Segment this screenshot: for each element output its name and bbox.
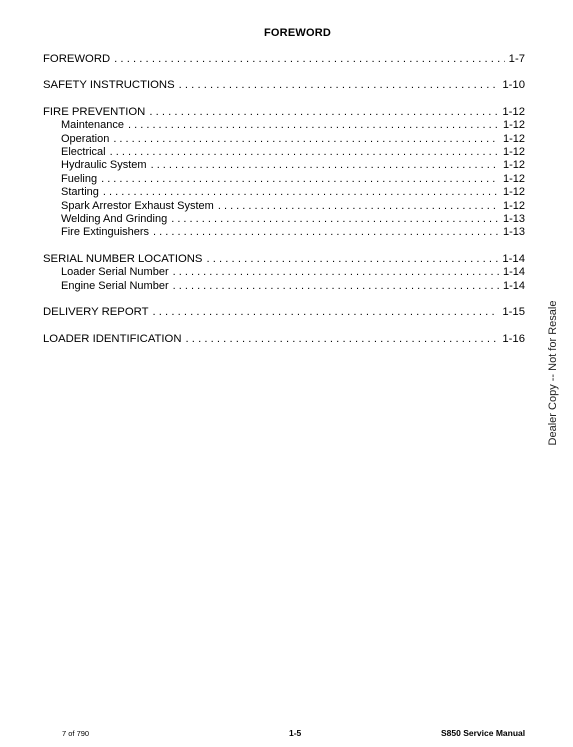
dot-leader [173,266,499,279]
dot-leader [113,133,499,146]
toc-entry-label: Fire Extinguishers [61,226,150,239]
toc-subentry[interactable] [43,280,525,293]
page-number: 1-5 [289,728,302,738]
dot-leader [128,119,499,132]
dot-leader [218,200,499,213]
toc-entry-page: 1-13 [502,213,525,226]
toc-entry-label: Engine Serial Number [61,279,169,292]
toc-entry-label: Fueling [61,172,98,185]
toc-entry[interactable] [43,333,525,346]
toc-section [43,106,525,240]
toc-entry-label: Starting [61,186,99,199]
toc-entry-label: Loader Serial Number [61,266,169,279]
toc-entry-label: Welding And Grinding [61,213,168,226]
toc-entry-label: Hydraulic System [61,159,147,172]
toc-subentry[interactable] [43,213,525,226]
toc-entry-page: 1-14 [502,279,525,292]
pdf-page-counter: 7 of 790 [62,729,90,738]
toc-entry-page: 1-16 [502,332,525,345]
dot-leader [153,226,499,239]
toc-entry-label: Maintenance [61,119,124,132]
toc-section [43,79,525,92]
toc-entry-page: 1-12 [502,186,525,199]
toc-subentry[interactable] [43,186,525,199]
manual-title: S850 Service Manual [441,728,526,738]
dot-leader [101,173,499,186]
toc-entry-label: Electrical [61,146,106,159]
toc-entry-page: 1-12 [502,132,525,145]
dot-leader [103,186,499,199]
dot-leader [151,159,499,172]
toc-subentry[interactable] [43,119,525,132]
toc-entry-label: SERIAL NUMBER LOCATIONS [43,252,203,265]
toc-entry-page: 1-12 [502,119,525,132]
toc-entry-page: 1-14 [502,266,525,279]
dot-leader [179,79,499,92]
toc-entry-page: 1-12 [502,105,525,118]
dot-leader [114,53,505,66]
toc-subentry[interactable] [43,133,525,146]
toc-entry-label: FIRE PREVENTION [43,105,146,118]
toc-entry-label: SAFETY INSTRUCTIONS [43,79,175,92]
toc-entry-page: 1-12 [502,199,525,212]
toc-section [43,306,525,319]
dot-leader [173,280,499,293]
page-title: FOREWORD [264,27,331,39]
dot-leader [149,106,498,119]
toc-subentry[interactable] [43,226,525,239]
toc-entry-page: 1-7 [508,53,525,65]
toc-entry-label: LOADER IDENTIFICATION [43,332,182,345]
toc-entry-page: 1-14 [502,252,525,265]
toc-entry-page: 1-12 [502,159,525,172]
toc-subentry[interactable] [43,200,525,213]
toc-entry-page: 1-10 [502,79,525,92]
toc-entry[interactable] [43,53,525,66]
dot-leader [110,146,499,159]
toc-entry-page: 1-15 [502,306,525,319]
dot-leader [152,306,498,319]
toc-subentry[interactable] [43,146,525,159]
dealer-copy-watermark: Dealer Copy -- Not for Resale [547,300,559,446]
toc-entry-page: 1-12 [502,172,525,185]
toc-section [43,53,525,66]
dot-leader [206,253,498,266]
toc-subentry[interactable] [43,266,525,279]
toc-subentry[interactable] [43,159,525,172]
toc-section [43,253,525,293]
toc-entry-label: Spark Arrestor Exhaust System [61,199,214,212]
toc-entry[interactable] [43,79,525,92]
toc-entry-page: 1-13 [502,226,525,239]
toc-subentry[interactable] [43,173,525,186]
table-of-contents [43,53,525,359]
dot-leader [171,213,499,226]
toc-entry-label: Operation [61,132,110,145]
toc-entry[interactable] [43,306,525,319]
dot-leader [186,333,499,346]
toc-entry-page: 1-12 [502,146,525,159]
toc-entry-label: DELIVERY REPORT [43,306,149,319]
toc-entry-label: FOREWORD [43,53,111,65]
toc-section [43,333,525,346]
toc-entry[interactable] [43,253,525,266]
toc-entry[interactable] [43,106,525,119]
